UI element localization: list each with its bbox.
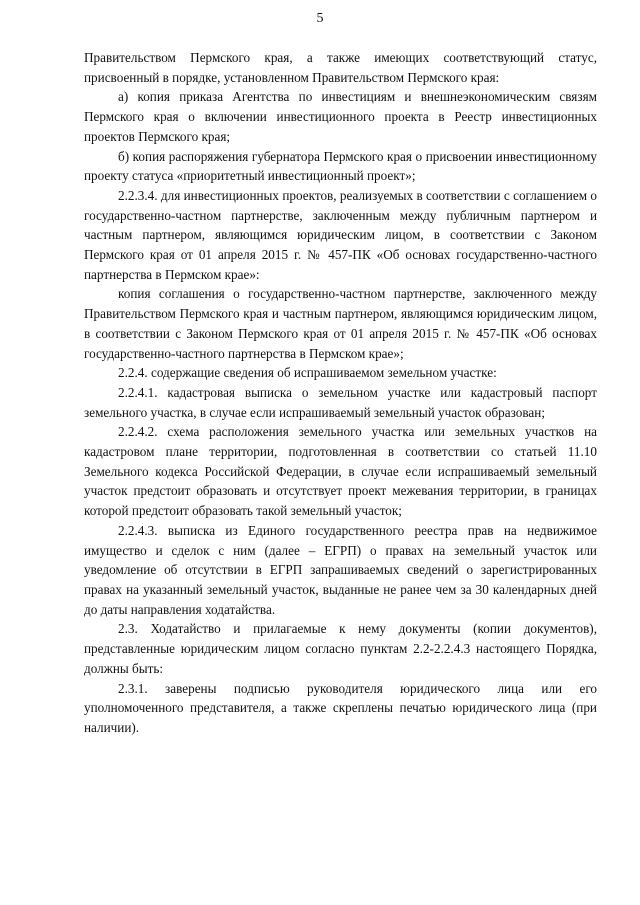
paragraph-agreement-copy: копия соглашения о государственно-частном партнерстве, заключенного между Правительством Пермского края и частным партнером, являющимся юридическим лицом, в соответствии с Законом Пермского края от 01 апреля 2015 г. № 457-ПК «Об основах государственно-частного партнерства в Пермском крае»; [84, 286, 597, 361]
paragraph-2-2-3-4: 2.2.3.4. для инвестиционных проектов, реализуемых в соответствии с соглашением о государственно-частном партнерстве, заключенным между публичным партнером и частным партнером, являющимся юридическим лицом, в соответствии с Законом Пермского края от 01 апреля 2015 г. № 457-ПК «Об основах государственно-частного партнерства в Пермском крае»: [84, 187, 597, 282]
paragraph-2-3-1: 2.3.1. заверены подписью руководителя юридического лица или его уполномоченного представителя, а также скреплены печатью юридического лица (при наличии). [84, 680, 597, 735]
paragraph-2-2-4-3: 2.2.4.3. выписка из Единого государственного реестра прав на недвижимое имущество и сделок с ним (далее – ЕГРП) о правах на земельный участок или уведомление об отсутствии в ЕГРП запрашиваемых сведений о зарегистрированных правах на указанный земельный участок, выданные не ранее чем за 30 календарных дней до даты направления ходатайства. [84, 522, 597, 617]
document-body [84, 48, 597, 738]
paragraph-item-a: а) копия приказа Агентства по инвестициям и внешнеэкономическим связям Пермского края о включении инвестиционного проекта в Реестр инвестиционных проектов Пермского края; [84, 89, 597, 144]
paragraph-2-2-4-1: 2.2.4.1. кадастровая выписка о земельном участке или кадастровый паспорт земельного участка, в случае если испрашиваемый земельный участок образован; [84, 384, 597, 420]
paragraph-2-3: 2.3. Ходатайство и прилагаемые к нему документы (копии документов), представленные юридическим лицом согласно пунктам 2.2-2.2.4.3 настоящего Порядка, должны быть: [84, 621, 597, 676]
paragraph-continuation: Правительством Пермского края, а также имеющих соответствующий статус, присвоенный в порядке, установленном Правительством Пермского края: [84, 50, 597, 85]
paragraph-2-2-4-2: 2.2.4.2. схема расположения земельного участка или земельных участков на кадастровом плане территории, подготовленная в соответствии со статьей 11.10 Земельного кодекса Российской Федерации, в случае если испрашиваемый земельный участок предстоит образовать и отсутствует проект межевания территории, в границах которой предстоит образовать такой земельный участок; [84, 424, 597, 519]
paragraph-2-2-4: 2.2.4. содержащие сведения об испрашиваемом земельном участке: [118, 365, 497, 381]
page-number: 5 [316, 11, 324, 26]
paragraph-item-b: б) копия распоряжения губернатора Пермского края о присвоении инвестиционному проекту статуса «приоритетный инвестиционный проект»; [84, 148, 597, 184]
